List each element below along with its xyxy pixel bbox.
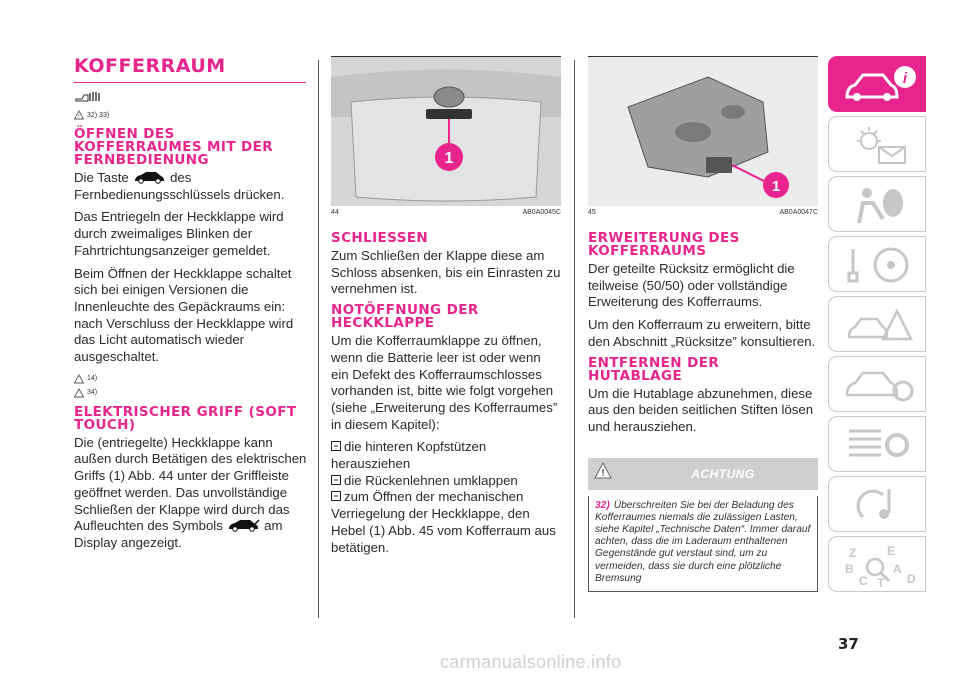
index-letter: C [859,574,868,587]
paragraph-unlock-signal: Das Entriegeln der Heckklappe wird durch zweimaliges Blinken der Fahrtrichtungsanzeiger gemeldet. [74,209,284,258]
figure-callout: 1 [444,150,454,167]
list-item [331,489,561,556]
bullet-arrow-icon [331,475,341,485]
warning-text [595,500,811,585]
section-title-parcel-shelf: ENTFERNEN DER HUTABLAGE [588,354,720,384]
tab-emergency[interactable] [828,296,926,352]
tailgate-illustration [331,57,561,206]
warning-box [588,458,818,592]
paragraph-part: des Fernbedienungsschlüssels drücken. [74,170,285,202]
column-left [74,56,307,558]
paragraph-interior-light: Beim Öffnen der Heckklappe schaltet sich bei einigen Versionen die Innenleuchte des Gepäckraums ein: nach Verschluss der Heckklappe wird das Licht automatisch wieder ausgeschaltet. [74,265,294,365]
warning-triangle-icon [74,388,84,398]
car-trunk-icon [132,170,166,184]
tab-car-info[interactable] [828,56,926,112]
figure-code: AB0A0045C [522,209,561,216]
trunk-lever-illustration [588,57,818,206]
paragraph-remote-key [74,170,307,203]
note-ref-text: 14) [87,375,98,383]
paragraph-parcel-shelf: Um die Hutablage abzunehmen, diese aus den beiden seitlichen Stiften lösen und herausziehen. [588,385,814,434]
paragraph-part: am Display angezeigt. [74,518,283,550]
figure-tailgate-handle [331,56,561,206]
figure-trunk-lever [588,56,818,206]
figure-caption [331,209,561,216]
warning-body [588,496,818,592]
section-title-expand-trunk: ERWEITERUNG DES KOFFERRAUMS [588,230,740,259]
section-title-soft-touch: ELEKTRISCHER GRIFF (SOFT TOUCH) [74,403,297,433]
column-right [588,56,818,592]
multimedia-icon [843,483,919,527]
steps-list [331,439,561,556]
watermark: carmanualsonline.info [440,652,622,672]
figure-number: 45 [588,209,596,216]
car-info-icon [843,63,919,107]
note-ref-b [74,386,307,400]
list-item-text: die hinteren Kopfstützen herausziehen [331,439,487,472]
svg-text:!: ! [78,114,80,120]
title-underline [74,82,306,83]
tab-start-drive[interactable] [828,236,926,292]
lights-warning-icon [843,123,919,167]
car-open-trunk-icon [226,518,260,532]
paragraph-split-seat: Der geteilte Rücksitz ermöglicht die teilweise (50/50) oder vollständige Erweiterung des Kofferraums. [588,261,795,310]
paragraph-emergency-open: Um die Kofferraumklappe zu öffnen, wenn die Batterie leer ist oder wenn ein Defekt des Kofferraumschlosses vorhanden ist, bitte wie folgt vorgehen (siehe „Erweiterung des Kofferraumes” in diesem Kapitel): [331,333,558,432]
bullet-arrow-icon [331,441,341,451]
list-item-text: zum Öffnen der mechanischen Verriegelung der Heckklappe, den Hebel (1) Abb. 45 vom Kofferraum aus betätigen. [331,489,556,555]
figure-caption [588,209,818,216]
index-letter: D [907,572,916,586]
airbag-safety-icon [843,183,919,227]
column-divider [318,60,319,618]
tab-lights-warnings[interactable] [828,116,926,172]
paragraph-closing: Zum Schließen der Klappe diese am Schloss absenken, bis ein Einrasten zu vernehmen ist. [331,248,561,297]
paragraph-part: Die (entriegelte) Heckklappe kann außen durch Betätigen des elektrischen Griffs (1) Abb. 44 unter der Griffleiste geöffnet werden. Das unvollständige Schließen der Klappe wird durch das Aufleuchten des Symbols [74,434,307,534]
hand-pointer-icon [74,89,108,103]
index-letter: B [845,562,854,576]
warning-triangle-icon [74,110,84,120]
column-middle [331,56,561,556]
tab-index[interactable] [828,536,926,592]
tab-safety[interactable] [828,176,926,232]
figure-callout: 1 [771,178,781,195]
list-item [331,473,561,490]
car-service-icon [843,363,919,407]
warning-number: 32) [595,499,610,511]
tab-technical-data[interactable] [828,416,926,472]
list-item [331,439,561,472]
page-number: 37 [838,635,859,653]
section-title-remote-open: ÖFFNEN DES KOFFERRAUMES MIT DER FERNBEDIENUNG [74,126,274,168]
road-emergency-icon [843,303,919,347]
svg-text:i: i [902,70,908,87]
figure-number: 44 [331,209,339,216]
warning-paragraph: Überschreiten Sie bei der Beladung des Kofferraumes niemals die zulässigen Lasten, siehe Kapitel „Technische Daten“. Immer darauf achten, dass die im Laderaum enthaltenen Gegenstände gut verstaut sind, um zu vermeiden, dass sie durch eine plötzliche Bremsung [595,499,811,584]
note-ref-a [74,372,307,386]
index-letter: A [893,562,902,576]
index-letter: Z [849,546,857,560]
index-letter: T [877,576,885,587]
paragraph-part: Die Taste [74,170,129,185]
paragraph-soft-touch [74,435,307,552]
index-letter: E [887,544,896,558]
list-item-text: die Rückenlehnen umklappen [344,472,518,488]
warning-ref-text: 32) 33) [87,111,110,119]
section-title-emergency-open: NOTÖFFNUNG DER HECKKLAPPE [331,302,479,332]
tab-maintenance[interactable] [828,356,926,412]
svg-text:!: ! [601,467,605,479]
figure-code: AB0A0047C [779,209,818,216]
paragraph-see-rear-seats: Um den Kofferraum zu erweitern, bitte den Abschnitt „Rücksitze” konsultieren. [588,317,816,349]
warning-refs [74,108,307,122]
bullet-arrow-icon [331,491,341,501]
index-letters-icon [843,543,919,587]
page-title: KOFFERRAUM [74,55,226,77]
chapter-tabs [828,56,928,596]
section-title-closing: SCHLIESSEN [331,230,429,246]
tab-multimedia[interactable] [828,476,926,532]
hand-warning-icon [74,374,84,384]
note-ref-text: 34) [87,389,98,397]
steering-start-icon [843,243,919,287]
column-divider [574,60,575,618]
warning-header [588,458,818,490]
technical-data-icon [843,423,919,467]
warning-label: ACHTUNG [691,466,755,481]
